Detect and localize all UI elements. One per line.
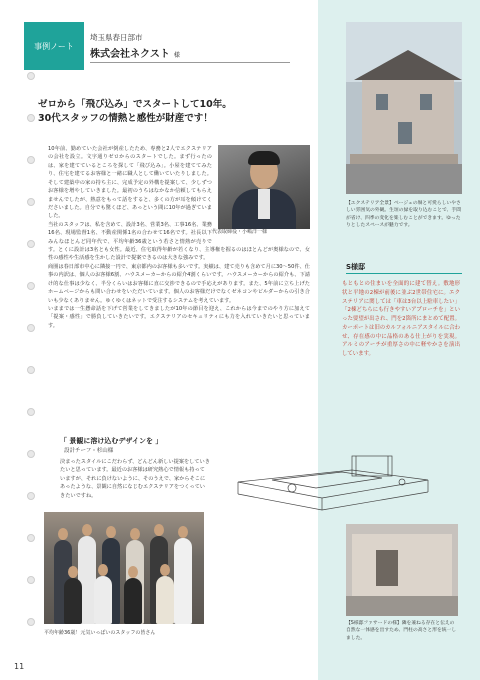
binder-hole: [27, 156, 35, 164]
subsection-text: 決まったスタイルにこだわらず、どんどん新しい提案をしていきたいと思っています。最近のお客様は研究熱心で情報も持っていますが、それに負けないように、そのうえで、家からそこにあったような、景観に自然になじむエクステリアをつくっていきたいですね。: [60, 459, 210, 499]
page-number: 11: [14, 662, 25, 671]
staff-head: [58, 528, 68, 540]
portrait-shirt: [258, 189, 270, 219]
staff-person: [64, 578, 82, 624]
staff-head: [82, 524, 92, 536]
body-paragraph-4: いままでは一生懸命話を下げて営業をしてきましたが10年の節目を迎え、これからは今までのやり方に加えて「提案・感性」で勝負していきたいです。エクステリアのセキュリティにも力を入れていきたいと思っています。: [48, 306, 310, 329]
staff-person: [156, 576, 174, 624]
staff-person: [94, 576, 112, 624]
portrait-hair: [248, 151, 280, 165]
staff-photo: [44, 512, 204, 624]
facade-caption: 【S様邸ファサードの様】隣を兼ねる存在と伝えの自然な一体感を出すため、門柱の高さと形を統一しました。: [346, 621, 457, 641]
facade-gate: [376, 550, 398, 586]
headline-line-1: ゼロから「飛び込み」でスタートして10年。: [38, 99, 232, 110]
s-house-body: もともとの住まいを全面的に建て替え。敷地形状と平地の2棟が前後に並ぶ2世帯住宅に。エクステリアに関しては「車は3台以上駐車したい」「2棟どちらにも行きやすいアプローチを」といった要望が出され、門を2箇所にまとめて配置。カーポートは旧のカルフォルニアスタイルに合わせ、存在感の中に品格のある仕上がりを実現。アルミのアーチが重厚さの中に軽やかさを演出しています。: [342, 281, 461, 357]
perspective-sketch: [232, 452, 432, 522]
portrait-caption: 代表取締役・小嶋洋一様: [212, 229, 268, 235]
s-house-divider: [346, 273, 462, 274]
sketch-carport: [352, 456, 392, 476]
body-paragraph-1: 10年前、勤めていた会社が倒産したため、専務と2人でエクステリアの会社を設立。文字通りゼロからのスタートでした。まず行ったのは、家を建てているところを探して「飛び込み」。小屋を建ててみたり、住宅を建てるお客様と一緒に職人として働いていたりしました。そして建築中の家の持ち主に、完成予定の外構を提案して、少しずつお客様を増やしていきました。最初のうちはなかなか信頼してもらえませんでしたが、熱意をもって話をすると、多くの方が耳を傾けてくださいました。自分でも驚くほど、あっという間に10年が過ぎていました。: [48, 146, 212, 220]
house-ground: [346, 164, 462, 194]
facade-ground: [346, 596, 458, 616]
exterior-caption: 【エクステリア全景】ベージュの塀と可愛らしいやさしい雰囲気の外観。生垣の緑を取り込むことで、手間が省け、四季の変化を楽しむことができます。ゆったりとしたスペースが魅力です。: [346, 201, 462, 229]
house-window: [420, 94, 432, 110]
binder-hole: [27, 324, 35, 332]
staff-head: [130, 528, 140, 540]
binder-hole: [27, 450, 35, 458]
binder-hole: [27, 534, 35, 542]
s-house-header: S様邸: [346, 263, 366, 271]
binder-hole: [27, 408, 35, 416]
header-divider: [90, 62, 290, 63]
company-suffix: 様: [173, 52, 180, 59]
house-photo: [346, 22, 462, 194]
house-door: [398, 122, 412, 144]
binder-hole: [27, 198, 35, 206]
body-paragraph-3: 商圏は春日部市中心に隣接一円で、東京都内のお客様も多いです。実績は、建て売りも含めて月に30〜50件、仕事の内訳は、個人のお客様6割、ハウスメーカーからの紹介4割くらいです。ハウスメーカーからの紹介も、下請け的な仕事は少なく、半分くらいはお客様に直に交渉できるので手応えがあります。また、5年前に立ち上げたホームページからも問い合わせをいただいています。個人のお客様だけでなくゼネコンやビルダーからの引き合いも少なくありません。ゆくゆくはネットで受注するシステムを考えています。: [48, 263, 310, 304]
facade-wall: [352, 534, 452, 596]
body-paragraph-2: 当社のスタッフは、私を含めて、設計3名、営業3名、工事16名、業務16名、現場監督1名、不動産関係1名の合わせて16名です。社長以下みんなほとんど同年代で、平均年齢36歳という若さと情熱が売りです。とくに設計は3名とも女性。最近、住宅取得年齢が若くなり、主導権を握るのはほとんどが奥様なので、女性の感性や生活感を生かした設計で提案できるのは大きな強みです。: [48, 221, 310, 262]
headline: [38, 98, 298, 126]
staff-head: [106, 526, 116, 538]
binder-hole: [27, 366, 35, 374]
staff-caption: 平均年齢36歳！元気いっぱいのスタッフの皆さん: [44, 630, 156, 636]
sketch-tree: [288, 484, 296, 492]
facade-photo: [346, 524, 458, 616]
binder-hole: [27, 114, 35, 122]
article-body: [48, 145, 310, 330]
binder-hole: [27, 240, 35, 248]
sketch-wall: [238, 492, 428, 510]
staff-head: [178, 526, 188, 538]
house-window: [376, 94, 388, 110]
staff-head: [68, 566, 78, 578]
binder-hole: [27, 282, 35, 290]
portrait-photo: [218, 145, 310, 229]
subsection-title: 「 景観に溶け込むデザインを 」: [60, 437, 163, 445]
binder-hole: [27, 72, 35, 80]
staff-person: [174, 538, 192, 624]
staff-head: [154, 524, 164, 536]
binder-hole: [27, 576, 35, 584]
staff-person: [124, 578, 142, 624]
headline-line-2: 30代スタッフの情熱と感性が財産です！: [38, 112, 213, 124]
staff-head: [98, 564, 108, 576]
subsection-designer: 設計チーフ・杉山様: [64, 448, 114, 454]
house-roof: [354, 50, 462, 80]
binder-hole: [27, 618, 35, 626]
case-note-tag: 事例ノート: [24, 22, 84, 70]
company-location: 埼玉県春日部市: [90, 33, 143, 42]
company-name: [90, 45, 180, 60]
staff-head: [128, 566, 138, 578]
binder-hole: [27, 492, 35, 500]
company-name-text: 株式会社ネクスト: [90, 49, 170, 60]
staff-head: [160, 564, 170, 576]
